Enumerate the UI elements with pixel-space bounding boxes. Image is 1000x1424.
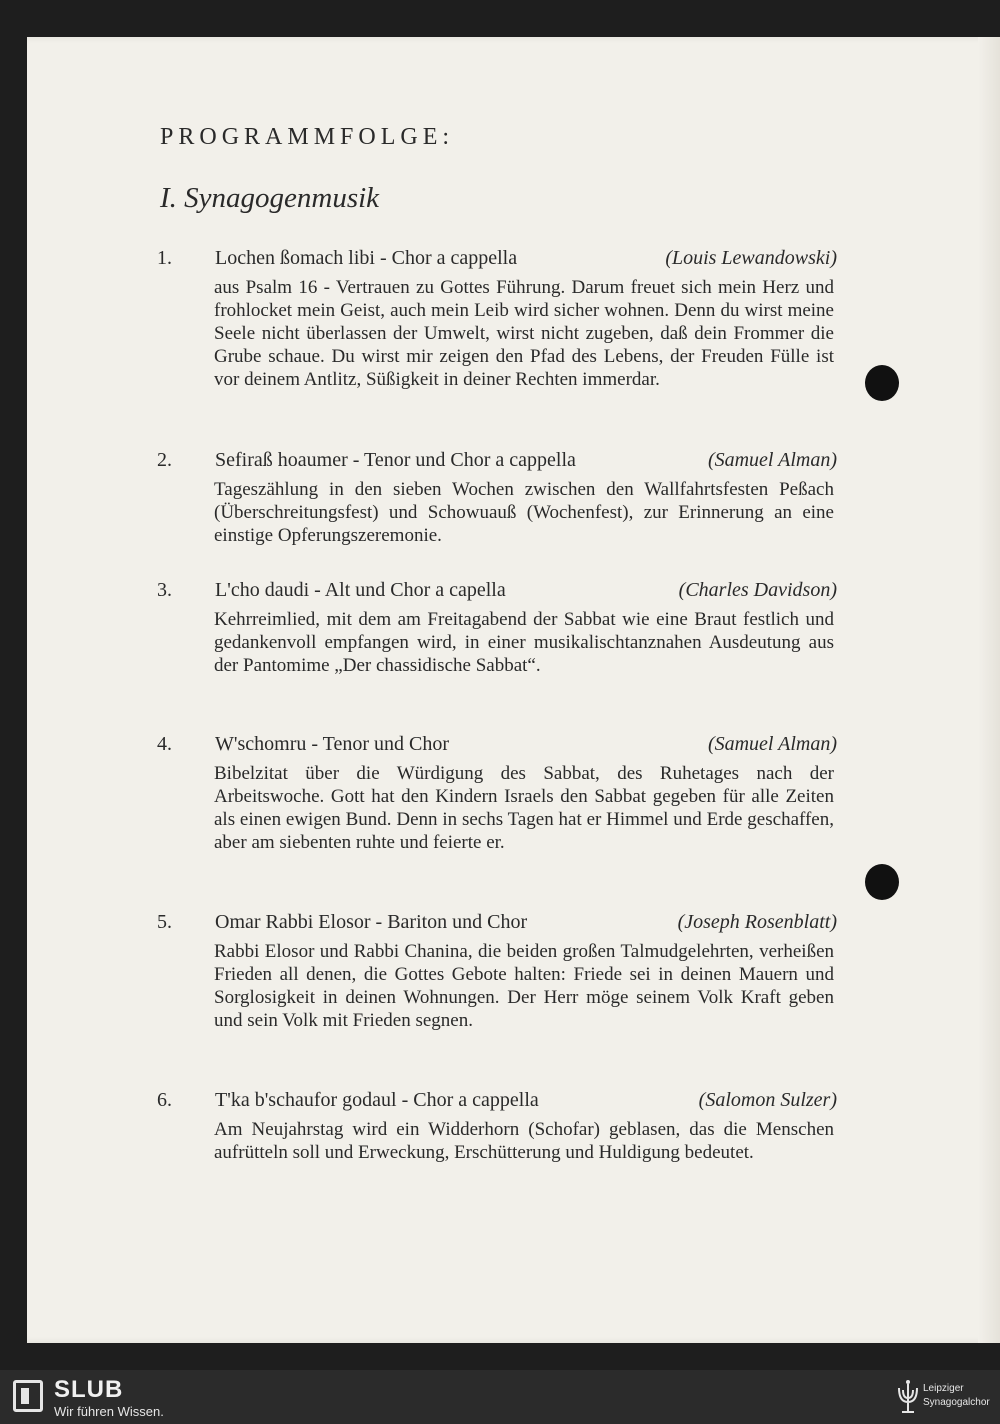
item-title: T'ka b'schaufor godaul - Chor a cappella: [215, 1089, 539, 1111]
item-title: Lochen ßomach libi - Chor a cappella: [215, 247, 518, 269]
item-description: Bibelzitat über die Würdigung des Sabbat, des Ruhetages nach der Arbeitswoche. Gott hat den Kindern Israels den Sabbat gegeben für alle Zeiten als einen ewigen Bund. Denn in sechs Tagen hat er Himmel und Erde geschaffen, aber am siebenten ruhte und feierte er.: [214, 763, 834, 853]
item-number: 2.: [157, 449, 172, 471]
menorah-icon: [895, 1378, 921, 1416]
item-description: Tageszählung in den sieben Wochen zwischen den Wallfahrtsfesten Peßach (Überschreitungsfest) und Schowuauß (Wochenfest), zur Erinnerung an eine einstige Opferungszeremonie.: [214, 479, 834, 546]
item-composer: (Samuel Alman): [707, 449, 837, 471]
page-edge-shadow: [978, 37, 1000, 1343]
item-number: 5.: [157, 911, 172, 933]
item-number: 4.: [157, 733, 172, 755]
choir-name-line1: Leipziger: [923, 1383, 964, 1394]
item-number: 3.: [157, 579, 172, 601]
program-item-2: [157, 445, 837, 547]
program-page: [27, 37, 1000, 1343]
program-item-1: [157, 243, 837, 391]
choir-name-line2: Synagogalchor: [923, 1397, 990, 1408]
section-title: I. Synagogenmusik: [160, 182, 380, 214]
program-item-3: [157, 575, 837, 677]
item-number: 1.: [157, 247, 172, 269]
item-composer: (Salomon Sulzer): [698, 1089, 837, 1111]
item-description: Rabbi Elosor und Rabbi Chanina, die beiden großen Talmudgelehrten, verheißen Frieden all denen, die Gottes Gebote halten: Friede sei in deinen Mauern und Sorglosigkeit in deinen Wohnungen. Der Herr möge seinem Volk Kraft geben und sein Volk mit Frieden segnen.: [214, 941, 834, 1031]
program-item-6: [157, 1085, 837, 1164]
program-heading: PROGRAMMFOLGE:: [160, 124, 455, 150]
item-title: L'cho daudi - Alt und Chor a capella: [215, 579, 506, 601]
item-description: Am Neujahrstag wird ein Widderhorn (Schofar) geblasen, das die Menschen aufrütteln soll und Erweckung, Erschütterung und Huldigung bedeutet.: [214, 1119, 834, 1163]
item-composer: (Joseph Rosenblatt): [677, 911, 837, 933]
item-number: 6.: [157, 1089, 172, 1111]
program-item-5: [157, 907, 837, 1032]
library-name[interactable]: SLUB: [54, 1376, 124, 1403]
item-composer: (Samuel Alman): [707, 733, 837, 755]
punch-hole-lower: [865, 864, 899, 900]
item-description: Kehrreimlied, mit dem am Freitagabend der Sabbat wie eine Braut festlich und gedankenvoll empfangen wird, in einer musikalischtanznahen Ausdeutung aus der Pantomime „Der chassidische Sabbat“.: [214, 609, 834, 676]
item-composer: (Charles Davidson): [678, 579, 837, 601]
footer-bar: [0, 1370, 1000, 1424]
item-description: aus Psalm 16 - Vertrauen zu Gottes Führung. Darum freuet sich mein Herz und frohlocket mein Geist, auch mein Leib wird sicher wohnen. Denn du wirst meine Seele nicht überlassen der Umwelt, wirst nicht zugeben, daß dein Frommer die Grube schaue. Du wirst mir zeigen den Pfad des Lebens, der Freuden Fülle ist vor deinem Antlitz, Süßigkeit in deiner Rechten immerdar.: [214, 277, 834, 390]
program-item-4: [157, 729, 837, 854]
item-title: W'schomru - Tenor und Chor: [215, 733, 450, 755]
item-title: Sefiraß hoaumer - Tenor und Chor a cappella: [215, 449, 576, 471]
item-title: Omar Rabbi Elosor - Bariton und Chor: [215, 911, 528, 933]
library-tagline: Wir führen Wissen.: [54, 1404, 164, 1419]
punch-hole-upper: [865, 365, 899, 401]
item-composer: (Louis Lewandowski): [665, 247, 837, 269]
slub-logo-icon[interactable]: [13, 1380, 43, 1412]
choir-name: [923, 1382, 999, 1410]
